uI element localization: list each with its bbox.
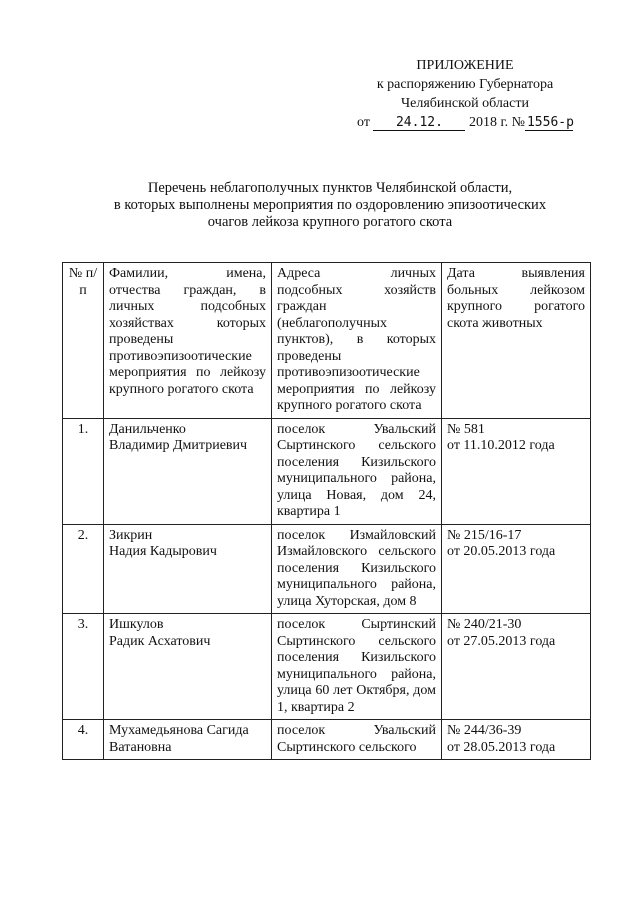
given-names: Надия Кадырович xyxy=(109,544,217,559)
header-addresses: Адреса личных подсобных хозяйств граждан (неблагополучных пунктов), в которых проведены противоэпизоотические мероприятия по лейкозу крупного рогатого скота xyxy=(272,263,442,419)
row-number: 3. xyxy=(63,614,104,720)
row-name xyxy=(104,418,272,524)
row-address: поселок Увальский Сыртинского сельского xyxy=(272,720,442,760)
document-title xyxy=(60,180,600,231)
registration-number: № 581 xyxy=(447,421,485,437)
annex-line-2: Челябинской области xyxy=(401,96,529,111)
row-detection xyxy=(442,720,591,760)
row-number: 1. xyxy=(63,418,104,524)
outbreak-table xyxy=(62,262,591,760)
decree-year: 2018 г. № xyxy=(468,115,525,130)
row-name xyxy=(104,614,272,720)
row-address: поселок Увальский Сыртинского сельского поселения Кизильского муниципального района, улица Новая, дом 24, квартира 1 xyxy=(272,418,442,524)
table-row xyxy=(63,720,591,760)
row-number: 4. xyxy=(63,720,104,760)
title-line-1: Перечень неблагополучных пунктов Челябинской области, xyxy=(147,180,513,196)
row-address: поселок Сыртинский Сыртинского сельского поселения Кизильского муниципального района, улица 60 лет Октября, дом 1, квартира 2 xyxy=(272,614,442,720)
detection-date: от 20.05.2013 года xyxy=(447,544,556,559)
surname: Мухамедьянова Сагида xyxy=(109,723,249,738)
row-name xyxy=(104,720,272,760)
registration-number: № 215/16-17 xyxy=(447,527,522,543)
detection-date: от 28.05.2013 года xyxy=(447,739,556,755)
table-header-row xyxy=(63,263,591,419)
row-address: поселок Измайловский Измайловского сельского поселения Кизильского муниципального района, улица Хуторская, дом 8 xyxy=(272,524,442,614)
annex-block xyxy=(340,56,590,132)
header-detection-date: Дата выявления больных лейкозом крупного рогатого скота животных xyxy=(442,263,591,419)
annex-line-1: к распоряжению Губернатора xyxy=(376,77,554,92)
row-detection xyxy=(442,418,591,524)
row-detection xyxy=(442,524,591,614)
given-names: Владимир Дмитриевич xyxy=(109,438,248,453)
title-line-3: очагов лейкоза крупного рогатого скота xyxy=(207,214,453,230)
surname: Данильченко xyxy=(109,421,186,437)
header-number: № п/п xyxy=(63,263,104,419)
surname: Зикрин xyxy=(109,527,153,543)
table-row xyxy=(63,614,591,720)
header-names: Фамилии, имена, отчества граждан, в личных подсобных хозяйствах которых проведены противоэпизоотические мероприятия по лейкозу крупного рогатого скота xyxy=(104,263,272,419)
registration-number: № 244/36-39 xyxy=(447,723,522,738)
row-number: 2. xyxy=(63,524,104,614)
date-prefix: от xyxy=(357,115,370,130)
row-name xyxy=(104,524,272,614)
annex-heading: ПРИЛОЖЕНИЕ xyxy=(416,58,514,73)
given-names: Ватановна xyxy=(109,739,172,755)
decree-number: 1556-р xyxy=(526,115,574,130)
surname: Ишкулов xyxy=(109,617,164,632)
registration-number: № 240/21-30 xyxy=(447,617,522,632)
annex-date-line xyxy=(340,113,590,132)
title-line-2: в которых выполнены мероприятия по оздоровлению эпизоотических xyxy=(113,197,547,213)
given-names: Радик Асхатович xyxy=(109,633,211,649)
detection-date: от 27.05.2013 года xyxy=(447,633,556,649)
table-row xyxy=(63,524,591,614)
row-detection xyxy=(442,614,591,720)
detection-date: от 11.10.2012 года xyxy=(447,438,555,453)
decree-date: 24.12. xyxy=(373,115,465,131)
table-row xyxy=(63,418,591,524)
